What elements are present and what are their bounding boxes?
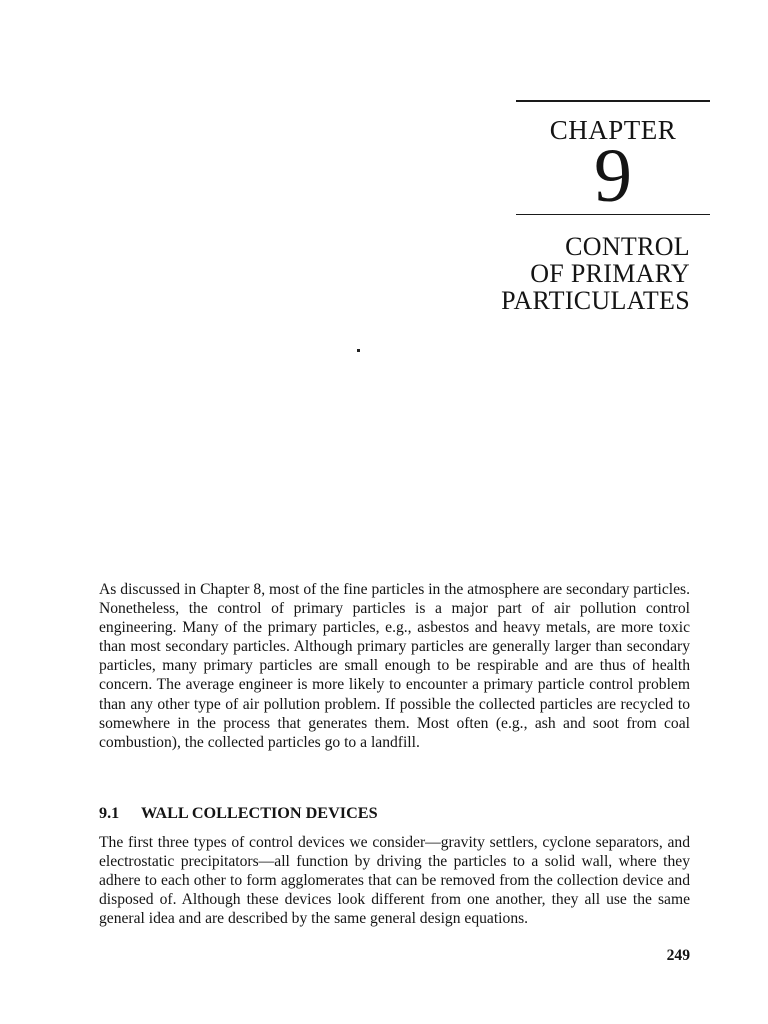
chapter-title-line-1: CONTROL	[565, 232, 690, 261]
stray-ink-mark	[357, 349, 360, 352]
chapter-bottom-rule	[516, 214, 710, 215]
chapter-title	[370, 233, 690, 314]
chapter-label: CHAPTER	[549, 115, 677, 145]
page-number: 249	[666, 947, 690, 964]
section-heading	[99, 803, 378, 823]
section-body-paragraph: The first three types of control devices we consider—gravity settlers, cyclone separators, and electrostatic precipitators—all function by driving the particles to a solid wall, where they adhere to each other to form agglomerates that can be removed from the collection device and disposed of. Although these devices look different from one another, they all use the same general idea and are described by the same general design equations.	[99, 834, 690, 928]
chapter-title-line-2: OF PRIMARY	[530, 259, 690, 288]
chapter-top-rule	[516, 100, 710, 102]
section-number: 9.1	[99, 804, 120, 822]
chapter-title-line-3: PARTICULATES	[501, 286, 690, 315]
intro-paragraph: As discussed in Chapter 8, most of the fine particles in the atmosphere are secondary particles. Nonetheless, the control of primary particles is a major part of air pollution control engineering. Many of the primary particles, e.g., asbestos and heavy metals, are more toxic than most secondary particles. Although primary particles are generally larger than secondary particles, many primary particles are small enough to be respirable and are thus of health concern. The average engineer is more likely to encounter a primary particle control problem than any other type of air pollution problem. If possible the collected particles are recycled to somewhere in the process that generates them. Most often (e.g., ash and soot from coal combustion), the collected particles go to a landfill.	[99, 581, 690, 751]
section-title: WALL COLLECTION DEVICES	[141, 804, 378, 822]
chapter-number: 9	[594, 134, 632, 218]
